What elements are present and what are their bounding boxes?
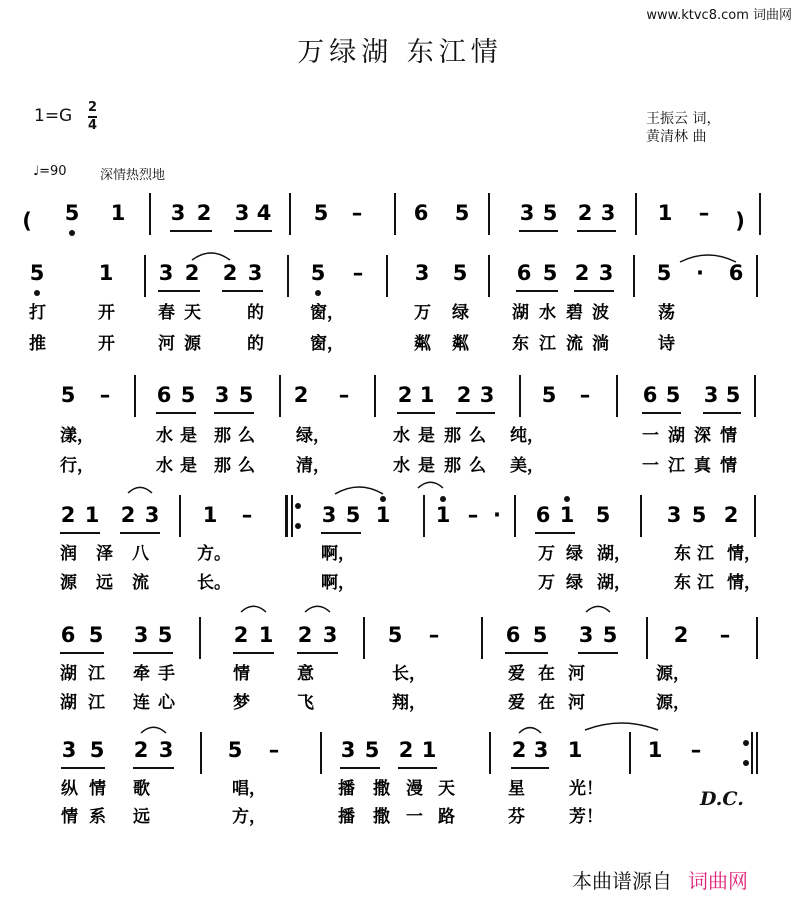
lyric-syllable: 心: [158, 693, 175, 713]
note: 5: [157, 623, 173, 647]
slur: [585, 723, 658, 730]
close-bracket: ): [735, 209, 745, 233]
lyric-syllable: 方，: [232, 807, 266, 827]
lyric-syllable: 天: [184, 303, 201, 323]
note: 3: [158, 738, 174, 762]
lyric-syllable: 江: [668, 456, 685, 476]
note: 3: [703, 383, 719, 407]
lyric-syllable: 情，: [727, 544, 761, 564]
lyric-syllable: 情: [89, 779, 106, 799]
lyric-syllable: 源，: [656, 693, 690, 713]
lyric-syllable: 流: [566, 334, 583, 354]
lyric-syllable: 源: [184, 334, 201, 354]
lyric-syllable: 深: [694, 426, 711, 446]
lyric-syllable: 系: [89, 807, 106, 827]
note: 6: [505, 623, 521, 647]
note: 3: [322, 623, 338, 647]
octave-dot: [743, 760, 749, 766]
lyric-syllable: 长。: [197, 573, 231, 593]
lyric-syllable: 荡: [658, 303, 675, 323]
note: 1: [421, 738, 437, 762]
note: 6: [516, 261, 532, 285]
lyric-syllable: 天: [438, 779, 455, 799]
lyric-syllable: 湖，: [597, 544, 631, 564]
lyric-syllable: 远: [96, 573, 113, 593]
note: 2: [293, 383, 309, 407]
lyric-syllable: 水: [539, 303, 556, 323]
note: 5: [452, 261, 468, 285]
lyric-syllable: 水: [393, 426, 410, 446]
note: 3: [598, 261, 614, 285]
note: 2: [456, 383, 472, 407]
lyric-syllable: 粼: [452, 334, 469, 354]
lyric-syllable: 开: [98, 303, 115, 323]
song-title: 万绿湖 东江情: [297, 37, 503, 68]
note: 5: [310, 261, 326, 285]
lyric-syllable: 手: [158, 664, 175, 684]
note: –: [352, 261, 364, 285]
slur: [586, 606, 610, 612]
lyric-syllable: 东: [674, 544, 691, 564]
lyric-syllable: 河: [568, 693, 585, 713]
time-signature-denominator: 4: [88, 118, 98, 133]
note: –: [351, 201, 363, 225]
lyric-syllable: 远: [133, 807, 150, 827]
note: 5: [227, 738, 243, 762]
note: 1: [657, 201, 673, 225]
lyric-syllable: 湖，: [597, 573, 631, 593]
lyric-syllable: 漫: [406, 779, 423, 799]
lyric-syllable: 么: [238, 426, 255, 446]
note: 2: [60, 503, 76, 527]
note: 5: [238, 383, 254, 407]
lyric-syllable: 推: [29, 334, 46, 354]
note: 2: [673, 623, 689, 647]
note: –: [99, 383, 111, 407]
lyric-syllable: 绿，: [296, 426, 330, 446]
slur: [305, 606, 330, 612]
lyric-syllable: 撒: [373, 807, 390, 827]
note: ·: [493, 503, 501, 527]
note: 5: [88, 623, 104, 647]
lyric-syllable: 清，: [296, 456, 330, 476]
lyric-syllable: 么: [469, 426, 486, 446]
note: 2: [723, 503, 739, 527]
lyric-syllable: 东: [674, 573, 691, 593]
lyric-syllable: 窗，: [310, 334, 344, 354]
lyric-syllable: 连: [133, 693, 150, 713]
slur: [192, 253, 230, 260]
lyric-syllable: 源: [60, 573, 77, 593]
note: –: [241, 503, 253, 527]
note: –: [719, 623, 731, 647]
note: 1: [559, 503, 575, 527]
lyric-syllable: 星: [508, 779, 525, 799]
note: –: [428, 623, 440, 647]
lyric-syllable: 芳！: [569, 807, 603, 827]
lyric-syllable: 春: [158, 303, 175, 323]
lyric-syllable: 在: [538, 664, 555, 684]
lyric-syllable: 水: [156, 426, 173, 446]
lyric-syllable: 情: [720, 456, 737, 476]
lyric-syllable: 播: [338, 807, 355, 827]
octave-dot: [34, 290, 40, 296]
note: –: [338, 383, 350, 407]
note: 5: [60, 383, 76, 407]
time-signature-numerator: 2: [88, 100, 98, 115]
lyric-syllable: 江: [539, 334, 556, 354]
lyric-syllable: 那: [444, 456, 461, 476]
lyric-syllable: 打: [29, 303, 46, 323]
lyric-syllable: 万: [538, 544, 555, 564]
note: 1: [567, 738, 583, 762]
lyric-syllable: 诗: [658, 334, 675, 354]
lyric-syllable: 牵: [133, 664, 150, 684]
note: 5: [387, 623, 403, 647]
octave-dot: [564, 496, 570, 502]
lyric-syllable: 是: [180, 426, 197, 446]
lyric-syllable: 江: [88, 664, 105, 684]
lyric-syllable: 江: [697, 573, 714, 593]
octave-dot: [69, 230, 75, 236]
note: 5: [691, 503, 707, 527]
lyric-syllable: 粼: [414, 334, 431, 354]
lyric-syllable: 意: [297, 664, 314, 684]
octave-dot: [440, 496, 446, 502]
site-url[interactable]: www.ktvc8.com 词曲网: [646, 8, 792, 23]
note: 2: [120, 503, 136, 527]
note: 1: [98, 261, 114, 285]
note: –: [698, 201, 710, 225]
lyric-syllable: 润: [60, 544, 77, 564]
lyric-syllable: 源，: [656, 664, 690, 684]
slur: [335, 487, 383, 494]
lyric-syllable: 绿: [452, 303, 469, 323]
note: 2: [222, 261, 238, 285]
lyric-syllable: 爱: [508, 664, 525, 684]
note: 3: [61, 738, 77, 762]
octave-dot: [295, 523, 301, 529]
slur: [141, 727, 166, 733]
lyric-syllable: 波: [592, 303, 609, 323]
lyric-syllable: 啊，: [321, 544, 355, 564]
note: 5: [313, 201, 329, 225]
lyric-syllable: 八: [132, 544, 149, 564]
lyric-syllable: 湖: [60, 693, 77, 713]
note: 5: [595, 503, 611, 527]
note: 5: [665, 383, 681, 407]
note: 6: [413, 201, 429, 225]
lyric-syllable: 方。: [197, 544, 231, 564]
slur: [519, 728, 541, 733]
lyric-syllable: 梦: [233, 693, 250, 713]
note: 2: [577, 201, 593, 225]
note: 1: [419, 383, 435, 407]
lyric-syllable: 啊，: [321, 573, 355, 593]
slur: [128, 487, 152, 493]
note: 1: [435, 503, 451, 527]
note: 5: [64, 201, 80, 225]
lyric-syllable: 美，: [510, 456, 544, 476]
note: 4: [256, 201, 272, 225]
lyric-syllable: 江: [697, 544, 714, 564]
lyric-syllable: 行，: [60, 456, 94, 476]
note: 3: [170, 201, 186, 225]
source-credit: [572, 865, 748, 894]
lyric-syllable: 湖: [668, 426, 685, 446]
lyric-syllable: 纯，: [510, 426, 544, 446]
lyric-syllable: 河: [568, 664, 585, 684]
lyric-syllable: 流: [132, 573, 149, 593]
lyric-syllable: 光！: [569, 779, 603, 799]
lyric-syllable: 漾，: [60, 426, 94, 446]
note: –: [579, 383, 591, 407]
note: 5: [89, 738, 105, 762]
note: 3: [321, 503, 337, 527]
note: 2: [511, 738, 527, 762]
note: 3: [578, 623, 594, 647]
note: –: [690, 738, 702, 762]
note: 2: [196, 201, 212, 225]
note: –: [467, 503, 479, 527]
note: 1: [258, 623, 274, 647]
lyric-syllable: 的: [247, 303, 264, 323]
slur: [680, 255, 736, 262]
note: 5: [180, 383, 196, 407]
lyric-syllable: 东: [512, 334, 529, 354]
source-brand[interactable]: 词曲网: [688, 869, 748, 893]
lyric-syllable: 芬: [508, 807, 525, 827]
lyric-syllable: 的: [247, 334, 264, 354]
da-capo-mark: D.C.: [700, 788, 744, 810]
lyric-syllable: 万: [538, 573, 555, 593]
note: 5: [364, 738, 380, 762]
lyric-syllable: 翔，: [392, 693, 426, 713]
note: 5: [454, 201, 470, 225]
key-signature: 1=G: [34, 106, 73, 126]
note: 5: [29, 261, 45, 285]
note: 1: [202, 503, 218, 527]
lyric-syllable: 绿: [566, 573, 583, 593]
note: 2: [398, 738, 414, 762]
note: 6: [60, 623, 76, 647]
lyric-syllable: 情: [233, 664, 250, 684]
note: 3: [214, 383, 230, 407]
lyric-syllable: 开: [98, 334, 115, 354]
slur: [241, 606, 266, 612]
note: 3: [158, 261, 174, 285]
note: 3: [519, 201, 535, 225]
lyric-syllable: 那: [214, 456, 231, 476]
octave-dot: [315, 290, 321, 296]
note: 2: [233, 623, 249, 647]
lyric-syllable: 河: [158, 334, 175, 354]
lyric-syllable: 江: [88, 693, 105, 713]
lyric-syllable: 情: [61, 807, 78, 827]
octave-dot: [743, 740, 749, 746]
lyric-syllable: 那: [214, 426, 231, 446]
lyric-syllable: 水: [393, 456, 410, 476]
lyric-syllable: 么: [469, 456, 486, 476]
note: 6: [156, 383, 172, 407]
lyric-syllable: 窗，: [310, 303, 344, 323]
lyric-syllable: 淌: [592, 334, 609, 354]
note: 3: [533, 738, 549, 762]
composer-credit: 黄清林 曲: [646, 129, 707, 145]
note: 3: [247, 261, 263, 285]
note: 5: [542, 261, 558, 285]
lyric-syllable: 情，: [727, 573, 761, 593]
note: 5: [532, 623, 548, 647]
lyric-syllable: 么: [238, 456, 255, 476]
note: 3: [144, 503, 160, 527]
note: 3: [479, 383, 495, 407]
lyric-syllable: 碧: [566, 303, 583, 323]
note: 1: [84, 503, 100, 527]
note: 6: [642, 383, 658, 407]
lyric-syllable: 是: [418, 456, 435, 476]
note: ·: [696, 261, 704, 285]
lyric-syllable: 在: [538, 693, 555, 713]
lyric-syllable: 万: [414, 303, 431, 323]
lyric-syllable: 播: [338, 779, 355, 799]
lyric-syllable: 绿: [566, 544, 583, 564]
lyric-syllable: 爱: [508, 693, 525, 713]
lyric-syllable: 水: [156, 456, 173, 476]
note: 1: [110, 201, 126, 225]
lyric-syllable: 路: [438, 807, 455, 827]
tempo-mark: ♩=90: [33, 164, 67, 179]
lyric-syllable: 真: [694, 456, 711, 476]
note: 6: [535, 503, 551, 527]
note: 1: [647, 738, 663, 762]
octave-dot: [295, 503, 301, 509]
note: 5: [725, 383, 741, 407]
note: 2: [133, 738, 149, 762]
note: 3: [340, 738, 356, 762]
note: 2: [297, 623, 313, 647]
lyric-syllable: 歌: [133, 779, 150, 799]
open-bracket: (: [22, 209, 32, 233]
expression-mark: 深情热烈地: [100, 168, 166, 183]
note: 5: [541, 383, 557, 407]
note: 3: [414, 261, 430, 285]
note: 3: [600, 201, 616, 225]
lyricist-credit: 王振云 词，: [646, 111, 721, 127]
note: 2: [184, 261, 200, 285]
lyric-syllable: 一: [406, 807, 423, 827]
note: 2: [397, 383, 413, 407]
note: 6: [728, 261, 744, 285]
lyric-syllable: 湖: [60, 664, 77, 684]
note: 5: [602, 623, 618, 647]
note: 1: [375, 503, 391, 527]
note: 3: [133, 623, 149, 647]
lyric-syllable: 是: [180, 456, 197, 476]
lyric-syllable: 唱，: [232, 779, 266, 799]
lyric-syllable: 一: [642, 456, 659, 476]
note: 2: [574, 261, 590, 285]
lyric-syllable: 纵: [61, 779, 78, 799]
lyric-syllable: 一: [642, 426, 659, 446]
note: 3: [666, 503, 682, 527]
note: 3: [234, 201, 250, 225]
lyric-syllable: 是: [418, 426, 435, 446]
lyric-syllable: 那: [444, 426, 461, 446]
slur: [418, 482, 443, 488]
lyric-syllable: 湖: [512, 303, 529, 323]
note: 5: [656, 261, 672, 285]
source-label: 本曲谱源自: [572, 869, 672, 893]
lyric-syllable: 情: [720, 426, 737, 446]
lyric-syllable: 撒: [373, 779, 390, 799]
note: 5: [542, 201, 558, 225]
note: 5: [345, 503, 361, 527]
octave-dot: [380, 496, 386, 502]
lyric-syllable: 泽: [96, 544, 113, 564]
note: –: [268, 738, 280, 762]
lyric-syllable: 飞: [297, 693, 314, 713]
lyric-syllable: 长，: [392, 664, 426, 684]
